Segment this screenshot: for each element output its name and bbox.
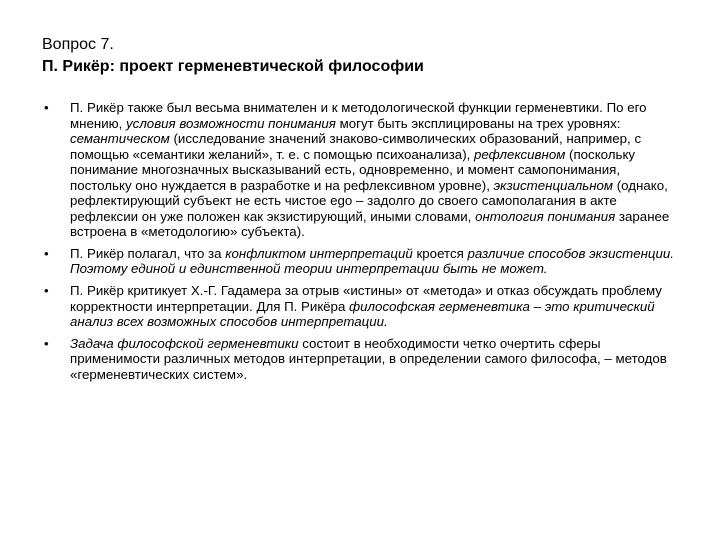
italic-text-segment: экзистенциальном xyxy=(493,177,614,193)
text-segment: П. Рикёр также был весьма внимателен и к методологической функции герменевтики. По его мнению, xyxy=(70,100,647,131)
text-segment: (однако, рефлектирующий субъект не есть чистое ego – задолго до своего самополагания в акте рефлексии он уже положен как экзистирующий, иными словами, xyxy=(70,177,668,224)
bullet-glyph: • xyxy=(44,335,49,351)
bullet-item xyxy=(42,100,682,240)
question-number: Вопрос 7. xyxy=(42,36,114,53)
italic-text-segment: конфликтом интерпретаций xyxy=(225,245,413,261)
italic-text-segment: условия возможности понимания xyxy=(126,115,336,131)
italic-text-segment: рефлексивном xyxy=(474,146,566,162)
bullet-item xyxy=(42,336,682,383)
text-segment: (поскольку понимание многозначных высказываний есть, одновременно, и момент самопонимания, постольку оно нуждается в разработке и на рефлексивном уровне), xyxy=(70,146,636,193)
italic-text-segment: философская герменевтика – это критический анализ всех возможных способов интерпретации. xyxy=(70,298,655,330)
text-segment: (исследование значений знаково-символических образований, например, с помощью «семантики желаний», т. е. с помощью психоанализа), xyxy=(70,131,642,162)
bullet-glyph: • xyxy=(44,283,49,299)
bullet-item xyxy=(42,283,682,330)
text-segment: П. Рикёр полагал, что за xyxy=(70,245,226,261)
slide-content xyxy=(42,100,682,382)
bullet-list xyxy=(42,100,682,382)
italic-text-segment: различие способов экзистенции. Поэтому единой и единственной теории интерпретации быть не может. xyxy=(70,245,674,277)
italic-text-segment: семантическом xyxy=(70,131,170,147)
bullet-glyph: • xyxy=(44,100,49,115)
text-segment: могут быть эксплицированы на трех уровнях: xyxy=(335,115,621,131)
text-segment: П. Рикёр критикует Х.-Г. Гадамера за отрыв «истины» от «метода» и отказ обсуждать проблему корректности интерпретации. Для П. Рикёра xyxy=(70,283,662,314)
slide-header xyxy=(42,35,682,76)
text-segment: состоит в необходимости четко очертить сферы применимости различных методов интерпретации, в определении самого философа, – методов «герменевтических систем». xyxy=(70,335,667,382)
italic-text-segment: онтология понимания xyxy=(475,208,616,224)
bullet-item xyxy=(42,246,682,277)
text-segment: заранее встроена в «методологию» субъекта). xyxy=(70,208,670,240)
slide-title: П. Рикёр: проект герменевтической философии xyxy=(42,58,424,75)
text-segment: кроется xyxy=(412,245,468,261)
bullet-glyph: • xyxy=(44,245,49,261)
italic-text-segment: Задача философской герменевтики xyxy=(70,335,299,351)
